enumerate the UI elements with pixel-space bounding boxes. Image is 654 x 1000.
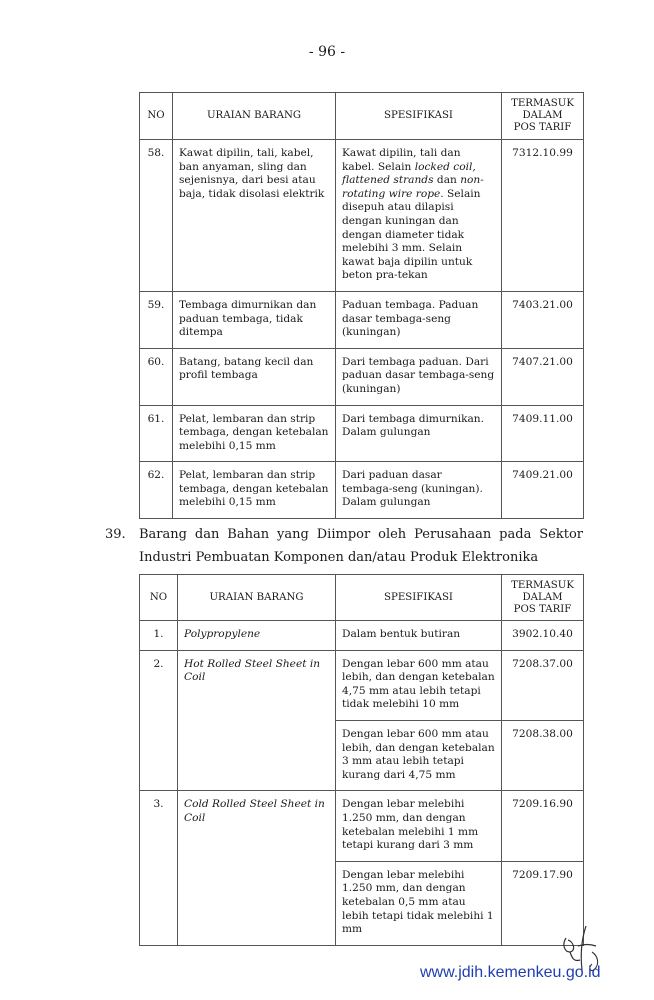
row-uraian: Batang, batang kecil dan profil tembaga [173,348,336,405]
section-number: 39. [105,527,126,542]
row-pos-tarif: 7409.21.00 [502,462,584,519]
header-pos-tarif [502,575,584,621]
table-header-row [140,575,584,621]
row-pos-tarif: 7403.21.00 [502,291,584,348]
row-spesifikasi: Dari tembaga dimurnikan. Dalam gulungan [336,405,502,462]
row-no: 62. [140,462,173,519]
row-no: 59. [140,291,173,348]
table-row [140,462,584,519]
row-uraian: Pelat, lembaran dan strip tembaga, dengan ketebalan melebihi 0,15 mm [173,462,336,519]
row-pos-tarif: 7407.21.00 [502,348,584,405]
table-header-row [140,93,584,140]
row-spesifikasi: Dengan lebar 600 mm atau lebih, dan dengan ketebalan 4,75 mm atau lebih tetapi tidak melebihi 10 mm [336,650,502,720]
row-pos-tarif: 7208.38.00 [502,720,584,790]
header-spesifikasi: SPESIFIKASI [336,575,502,621]
row-no: 61. [140,405,173,462]
row-no: 58. [140,140,173,292]
header-uraian: URAIAN BARANG [173,93,336,140]
spes-italic-term: locked coil, flattened strands [342,160,476,187]
table-row [140,791,584,861]
table-row [140,140,584,292]
section-title: Barang dan Bahan yang Diimpor oleh Perusahaan pada Sektor Industri Pembuatan Komponen dan/atau Produk Elektronika [139,527,583,565]
row-spesifikasi: Dari tembaga paduan. Dari paduan dasar tembaga-seng (kuningan) [336,348,502,405]
row-spesifikasi: Paduan tembaga. Paduan dasar tembaga-seng (kuningan) [336,291,502,348]
row-spesifikasi: Dengan lebar melebihi 1.250 mm, dan dengan ketebalan 0,5 mm atau lebih tetapi tidak melebihi 1 mm [336,861,502,945]
header-uraian: URAIAN BARANG [178,575,336,621]
row-spesifikasi: Dengan lebar melebihi 1.250 mm, dan dengan ketebalan melebihi 1 mm tetapi kurang dari 3 mm [336,791,502,861]
header-pos-tarif-line-3: POS TARIF [513,603,572,615]
spes-text: . Selain disepuh atau dilapisi dengan kuningan dan dengan diameter tidak melebihi 3 mm. Selain kawat baja dipilin untuk beton pra-tekan [342,187,481,282]
goods-table-1 [139,92,584,519]
row-spesifikasi: Dalam bentuk butiran [336,621,502,651]
table-row [140,291,584,348]
header-pos-tarif-line-1: TERMASUK [511,98,574,109]
spes-italic-term: non-rotating wire rope [342,174,484,200]
header-pos-tarif [502,93,584,140]
row-uraian: Tembaga dimurnikan dan paduan tembaga, tidak ditempa [173,291,336,348]
row-pos-tarif: 7208.37.00 [502,650,584,720]
row-no: 60. [140,348,173,405]
table-row [140,405,584,462]
header-no: NO [140,575,178,621]
row-no: 1. [140,621,178,651]
row-pos-tarif: 7312.10.99 [502,140,584,292]
section-heading [105,523,583,569]
row-pos-tarif: 3902.10.40 [502,621,584,651]
header-spesifikasi: SPESIFIKASI [336,93,502,140]
row-pos-tarif: 7209.16.90 [502,791,584,861]
row-spesifikasi: Dari paduan dasar tembaga-seng (kuningan). Dalam gulungan [336,462,502,519]
spes-text: Kawat dipilin, tali dan kabel. Selain [342,147,461,173]
header-pos-tarif-line-2: DALAM [522,110,563,121]
row-uraian: Cold Rolled Steel Sheet in Coil [178,791,336,945]
row-pos-tarif: 7209.17.90 [502,861,584,945]
table-row [140,348,584,405]
footer-url-link[interactable]: www.jdih.kemenkeu.go.id [420,964,601,981]
row-uraian: Hot Rolled Steel Sheet in Coil [178,650,336,791]
row-spesifikasi: Dengan lebar 600 mm atau lebih, dan dengan ketebalan 3 mm atau lebih tetapi kurang dari 4,75 mm [336,720,502,790]
table-row [140,650,584,720]
row-pos-tarif: 7409.11.00 [502,405,584,462]
header-no: NO [140,93,173,140]
header-pos-tarif-line-2: DALAM [522,591,563,603]
row-uraian: Kawat dipilin, tali, kabel, ban anyaman, sling dan sejenisnya, dari besi atau baja, tidak disolasi elektrik [173,140,336,292]
row-uraian: Pelat, lembaran dan strip tembaga, dengan ketebalan melebihi 0,15 mm [173,405,336,462]
spes-text: dan [436,174,457,187]
row-uraian: Polypropylene [178,621,336,651]
row-no: 3. [140,791,178,945]
table-row [140,621,584,651]
goods-table-2 [139,574,584,946]
header-pos-tarif-line-3: POS TARIF [513,122,572,133]
header-pos-tarif-line-1: TERMASUK [511,579,574,591]
page-number: - 96 - [308,44,346,60]
row-no: 2. [140,650,178,791]
row-spesifikasi [336,140,502,292]
